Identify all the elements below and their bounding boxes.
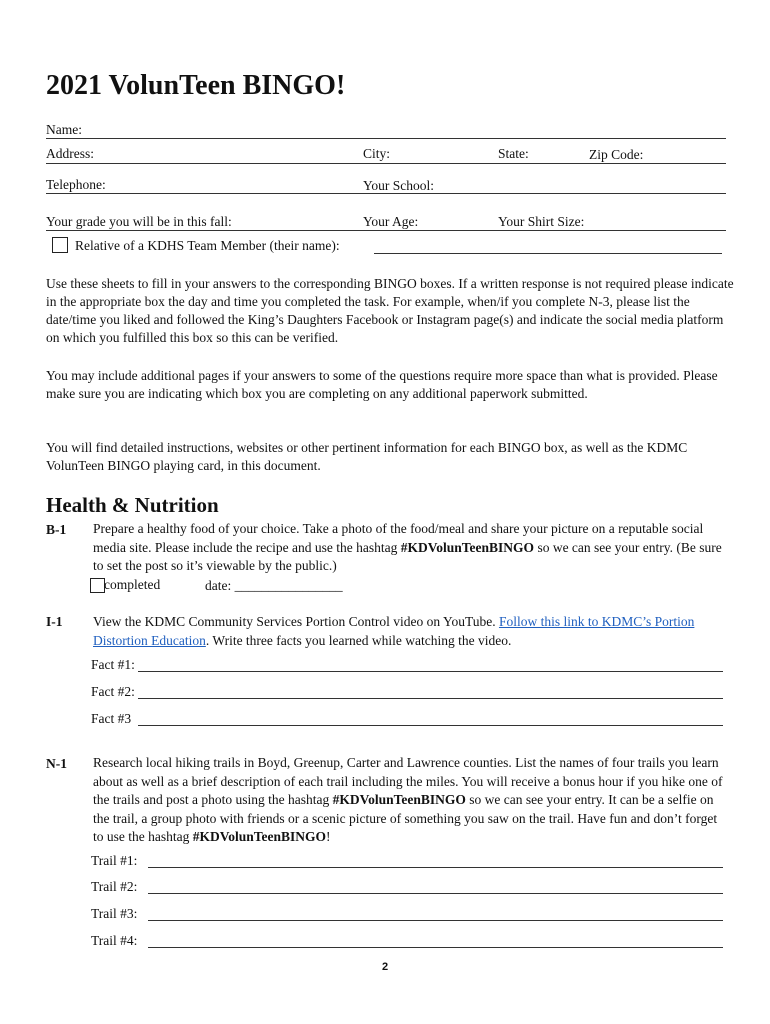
fact-3-label: Fact #3 — [91, 711, 132, 726]
item-text-i1: View the KDMC Community Services Portion Control video on YouTube. Follow this link to KDMC’s Portion Distortion Education. Write three facts you learned while watching the video. — [93, 614, 695, 648]
trail-4-field[interactable] — [148, 947, 723, 948]
page-title: 2021 VolunTeen BINGO! — [46, 70, 346, 101]
grade-label: Your grade you will be in this fall: — [46, 214, 232, 229]
fact-1-field[interactable] — [138, 671, 723, 672]
item-code-b1: B-1 — [46, 522, 67, 537]
trail-3-field[interactable] — [148, 920, 723, 921]
intro-paragraph-2: You may include additional pages if your answers to some of the questions require more space than what is provided. Please make sure you are indicating which box you are completing on any additional paperwork submitted. — [46, 368, 718, 401]
relative-label: Relative of a KDHS Team Member (their name): — [75, 238, 340, 253]
page-number: 2 — [381, 961, 389, 973]
state-label: State: — [498, 146, 529, 161]
zip-label: Zip Code: — [589, 147, 644, 162]
telephone-school-field[interactable] — [46, 193, 726, 194]
city-label: City: — [363, 146, 391, 161]
name-field[interactable] — [46, 138, 726, 139]
relative-checkbox[interactable] — [52, 237, 68, 258]
school-label: Your School: — [363, 178, 435, 193]
item-code-n1: N-1 — [46, 756, 67, 771]
fact-2-field[interactable] — [138, 698, 723, 699]
fact-1-label: Fact #1: — [91, 657, 135, 672]
item-code-i1: I-1 — [46, 614, 63, 629]
item-text-n1: Research local hiking trails in Boyd, Greenup, Carter and Lawrence counties. List the names of four trails you learn about as well as a brief description of each trail including the miles. You will receive a bonus hour if you hike one of the trails and post a photo using the hashtag #KDVolunTeenBINGO so we can see your entry. It can be a selfie on the trail, a group photo with friends or a scenic picture of something you saw on the trail. Have fun and don’t forget to use the hashtag #KDVolunTeenBINGO! — [93, 755, 723, 844]
grade-age-shirt-field[interactable] — [46, 230, 726, 231]
completed-checkbox[interactable] — [90, 578, 105, 598]
trail-4-label: Trail #4: — [91, 933, 138, 948]
intro-paragraph-3: You will find detailed instructions, websites or other pertinent information for each BINGO box, as well as the KDMC VolunTeen BINGO playing card, in this document. — [46, 440, 688, 473]
trail-2-field[interactable] — [148, 893, 723, 894]
relative-name-field[interactable] — [374, 253, 722, 254]
section-heading: Health & Nutrition — [46, 493, 219, 517]
trail-2-label: Trail #2: — [91, 879, 138, 894]
trail-1-field[interactable] — [148, 867, 723, 868]
address-field[interactable] — [46, 163, 726, 164]
telephone-label: Telephone: — [46, 177, 106, 192]
portion-distortion-link[interactable]: Follow this link to KDMC’s Portion Distortion Education — [93, 614, 695, 648]
trail-1-label: Trail #1: — [91, 853, 138, 868]
completed-date-field[interactable]: date: ________________ — [205, 578, 343, 593]
shirt-label: Your Shirt Size: — [498, 214, 585, 229]
name-label: Name: — [46, 122, 82, 137]
intro-paragraph-1: Use these sheets to fill in your answers to the corresponding BINGO boxes. If a written response is not required please indicate in the appropriate box the day and time you completed the task. For example, when/if you complete N-3, please list the date/time you liked and followed the King’s Daughters Facebook or Instagram page(s) and indicate the social media platform on which you fulfilled this box so this can be verified. — [46, 276, 734, 345]
address-label: Address: — [46, 146, 94, 161]
trail-3-label: Trail #3: — [91, 906, 138, 921]
fact-2-label: Fact #2: — [91, 684, 135, 699]
age-label: Your Age: — [363, 214, 419, 229]
item-text-b1: Prepare a healthy food of your choice. Take a photo of the food/meal and share your picture on a reputable social media site. Please include the recipe and use the hashtag #KDVolunTeenBINGO so we can see your entry. (Be sure to set the post so it’s viewable by the public.) — [93, 521, 722, 573]
completed-label: completed — [104, 577, 161, 592]
fact-3-field[interactable] — [138, 725, 723, 726]
